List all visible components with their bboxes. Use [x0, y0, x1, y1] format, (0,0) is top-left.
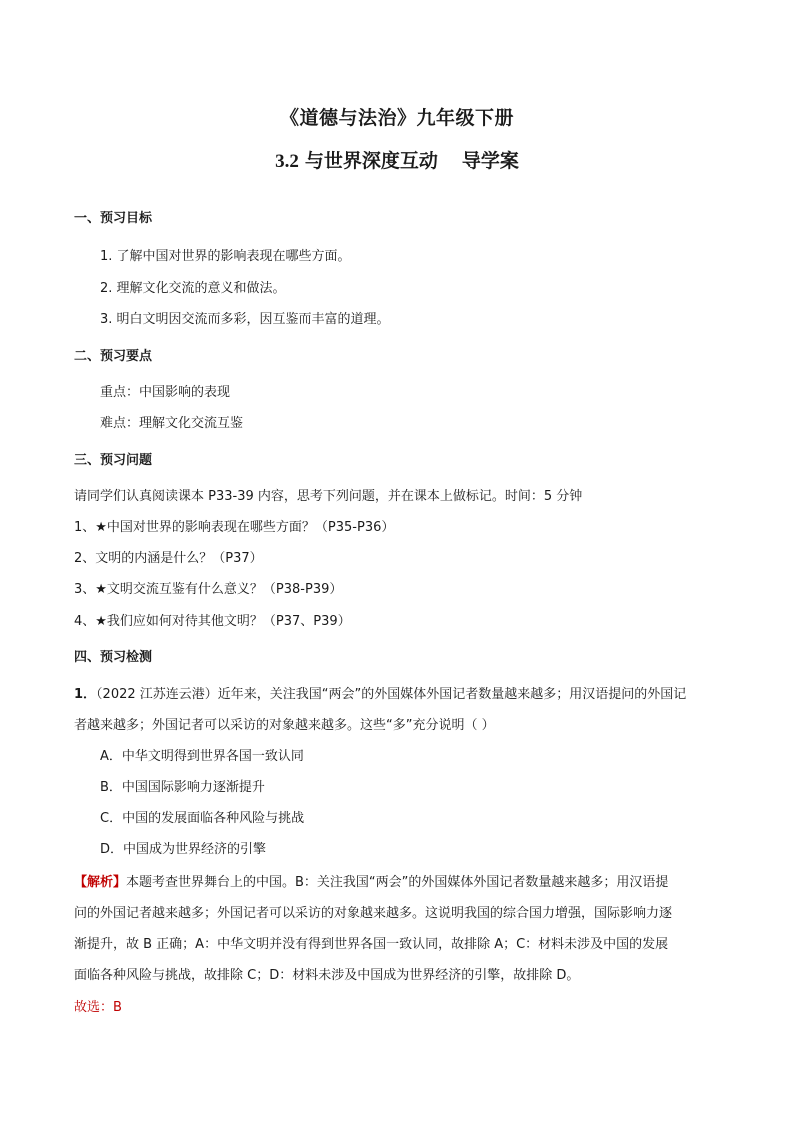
goal-item: 2. 理解文化交流的意义和做法。 — [100, 281, 286, 296]
section-keypoints-heading: 二、预习要点 — [74, 349, 153, 364]
question-item: 1、★中国对世界的影响表现在哪些方面？（P35-P36） — [74, 520, 395, 535]
analysis-line: 问的外国记者越来越多；外国记者可以采访的对象越来越多。这说明我国的综合国力增强，国际影响力逐 — [74, 906, 673, 921]
lesson-number: 3.2 — [275, 151, 299, 172]
analysis-line — [74, 873, 668, 893]
goal-item: 3. 明白文明因交流而多彩，因互鉴而丰富的道理。 — [100, 312, 390, 327]
answer-line: 故选：B — [74, 1000, 122, 1015]
lesson-name: 与世界深度互动 — [304, 150, 438, 172]
analysis-line: 渐提升，故 B 正确；A：中华文明并没有得到世界各国一致认同，故排除 A；C：材料未涉及中国的发展 — [74, 937, 669, 952]
focus-point: 重点：中国影响的表现 — [100, 385, 231, 400]
option-d: D．中国成为世界经济的引擎 — [100, 842, 267, 857]
option-c: C．中国的发展面临各种风险与挑战 — [100, 811, 305, 826]
analysis-text: 本题考查世界舞台上的中国。B：关注我国“两会”的外国媒体外国记者数量越来越多；用汉语提 — [126, 875, 669, 890]
lesson-suffix: 导学案 — [461, 150, 519, 172]
document-title: 《道德与法治》九年级下册 — [279, 107, 514, 129]
question-1-line — [74, 685, 686, 705]
questions-intro: 请同学们认真阅读课本 P33-39 内容，思考下列问题，并在课本上做标记。时间：5 分钟 — [74, 489, 583, 504]
option-b: B．中国国际影响力逐渐提升 — [100, 780, 265, 795]
goal-item: 1. 了解中国对世界的影响表现在哪些方面。 — [100, 249, 351, 264]
section-questions-heading: 三、预习问题 — [74, 453, 153, 468]
question-item: 3、★文明交流互鉴有什么意义？（P38-P39） — [74, 582, 343, 597]
lesson-title — [0, 146, 794, 173]
section-goals-heading: 一、预习目标 — [74, 211, 153, 226]
difficulty-point: 难点：理解文化交流互鉴 — [100, 416, 244, 431]
question-1-line: 者越来越多；外国记者可以采访的对象越来越多。这些“多”充分说明（ ） — [74, 718, 495, 733]
question-1-text: （2022 江苏连云港）近年来，关注我国“两会”的外国媒体外国记者数量越来越多；用汉语提问的外国记 — [96, 687, 687, 702]
question-1-number: 1． — [74, 687, 97, 702]
option-a: A．中华文明得到世界各国一致认同 — [100, 749, 304, 764]
analysis-tag: 【解析】 — [74, 875, 127, 890]
question-item: 4、★我们应如何对待其他文明？（P37、P39） — [74, 614, 351, 629]
section-check-heading: 四、预习检测 — [74, 650, 153, 665]
analysis-line: 面临各种风险与挑战，故排除 C；D：材料未涉及中国成为世界经济的引擎，故排除 D。 — [74, 968, 580, 983]
question-item: 2、文明的内涵是什么？（P37） — [74, 551, 263, 566]
